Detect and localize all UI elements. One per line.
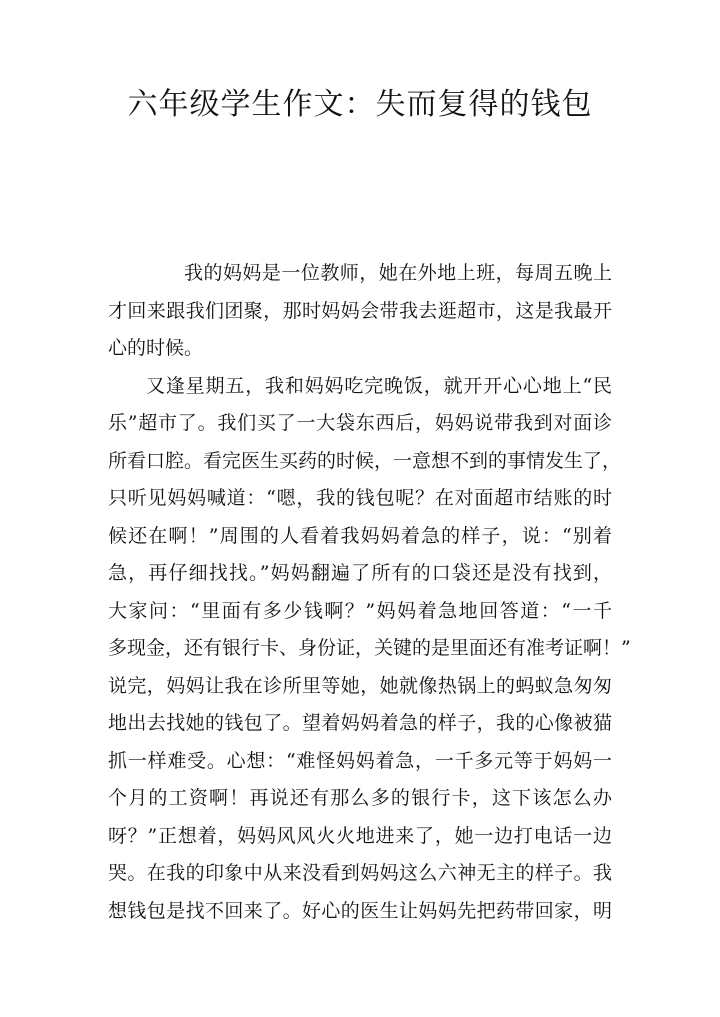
- text-line: 说完，妈妈让我在诊所里等她，她就像热锅上的蚂蚁急匆匆: [108, 674, 612, 697]
- paragraph-2: [108, 368, 631, 931]
- document-title: 六年级学生作文：失而复得的钱包: [127, 87, 593, 122]
- text-line: 心的时候。: [108, 337, 204, 359]
- text-line: 只听见妈妈喊道：“嗯，我的钱包呢？在对面超市结账的时: [108, 487, 612, 509]
- text-line: 抓一样难受。心想：“难怪妈妈着急，一千多元等于妈妈一: [108, 749, 612, 772]
- text-line: 想钱包是找不回来了。好心的医生让妈妈先把药带回家，明: [108, 899, 612, 922]
- document-body: [108, 255, 631, 930]
- text-line: 候还在啊！”周围的人看着我妈妈着急的样子，说：“别着: [108, 524, 612, 547]
- text-line: 呀？”正想着，妈妈风风火火地进来了，她一边打电话一边: [108, 824, 612, 847]
- text-line: 个月的工资啊！再说还有那么多的银行卡，这下该怎么办: [108, 787, 612, 809]
- text-line: 才回来跟我们团聚，那时妈妈会带我去逛超市，这是我最开: [108, 299, 612, 322]
- paragraph-1: [108, 255, 612, 368]
- text-line: 大家问：“里面有多少钱啊？”妈妈着急地回答道：“一千: [108, 599, 612, 622]
- text-line: 多现金，还有银行卡、身份证，关键的是里面还有准考证啊！”: [108, 637, 631, 659]
- text-line: 我的妈妈是一位教师，她在外地上班，每周五晚上: [184, 262, 612, 284]
- text-line: 地出去找她的钱包了。望着妈妈着急的样子，我的心像被猫: [108, 712, 612, 734]
- text-line: 所看口腔。看完医生买药的时候，一意想不到的事情发生了，: [108, 449, 622, 472]
- text-line: 又逢星期五，我和妈妈吃完晚饭，就开开心心地上“民: [146, 374, 612, 397]
- text-line: 乐”超市了。我们买了一大袋东西后，妈妈说带我到对面诊: [108, 412, 612, 434]
- text-line: 哭。在我的印象中从来没看到妈妈这么六神无主的样子。我: [108, 862, 612, 884]
- text-line: 急，再仔细找找。”妈妈翻遍了所有的口袋还是没有找到，: [108, 562, 612, 584]
